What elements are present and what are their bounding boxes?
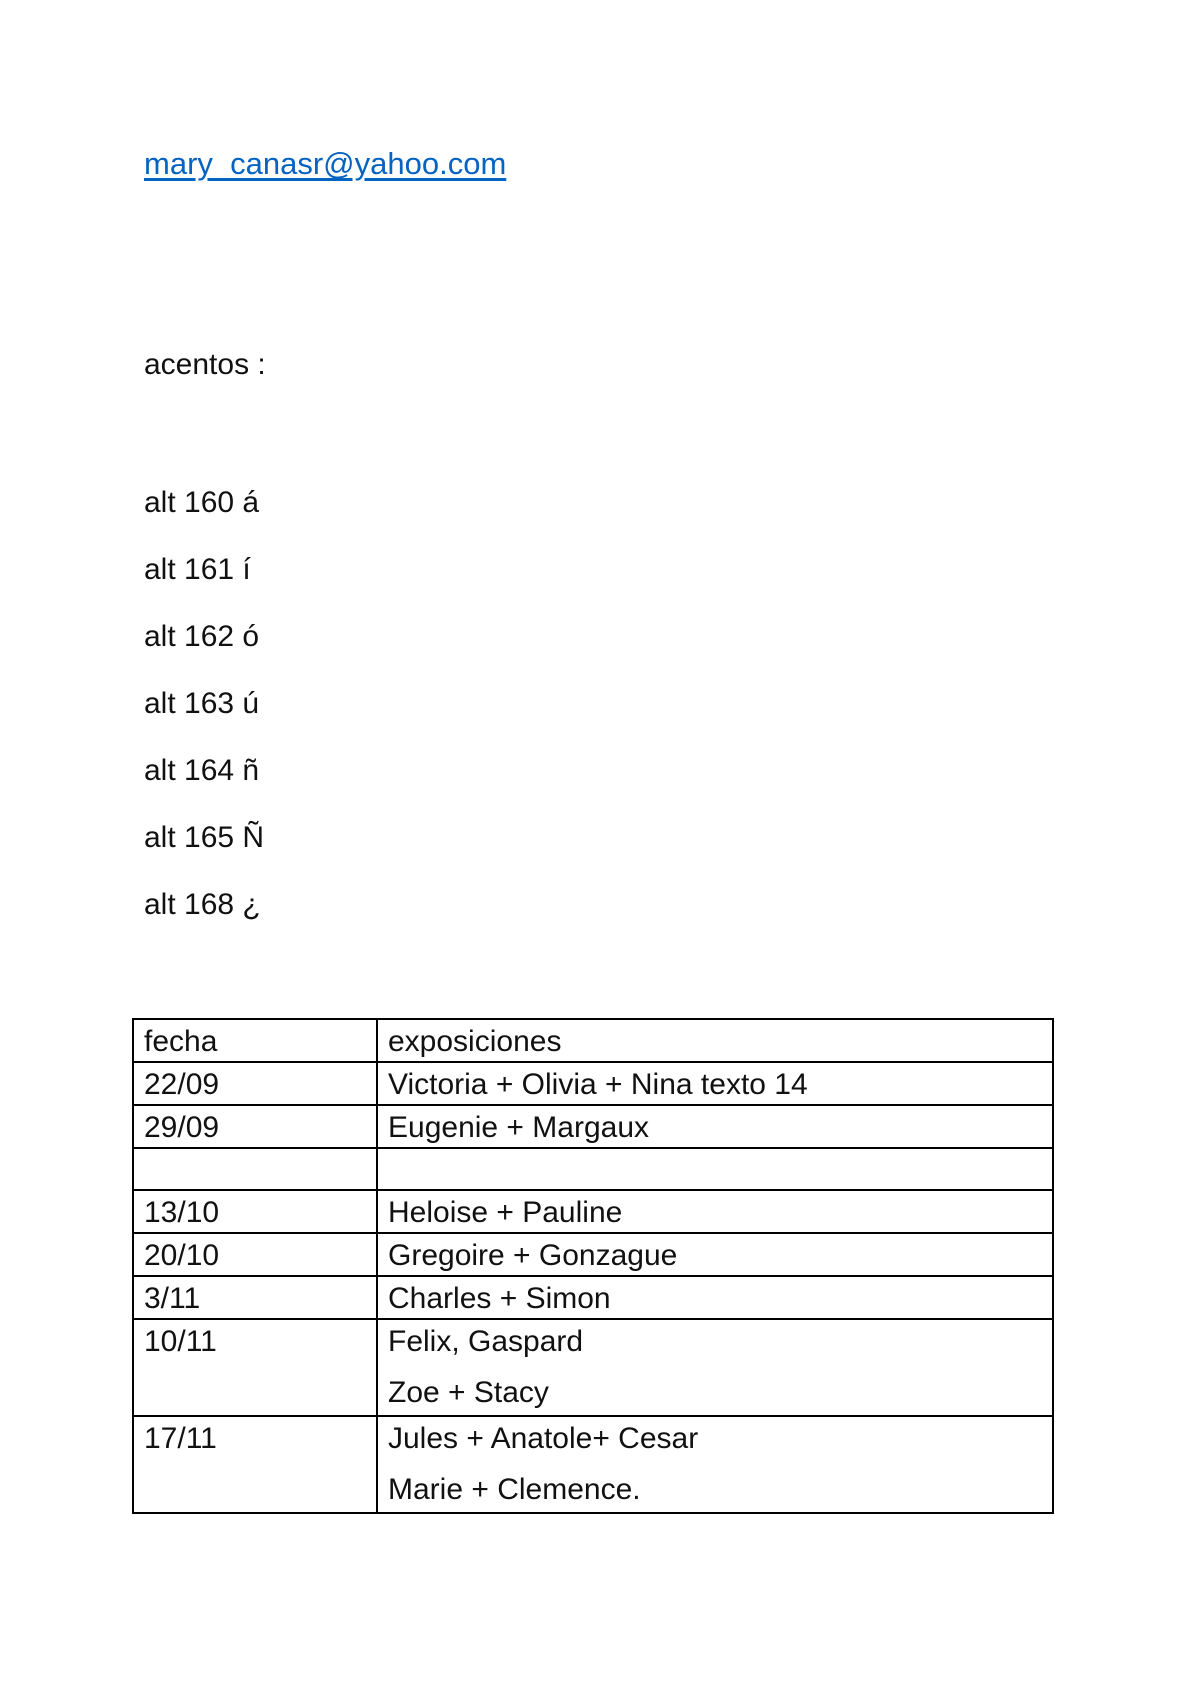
date-cell: 10/11: [133, 1319, 377, 1416]
presentation-cell: [377, 1233, 1053, 1276]
presentation-line: Marie + Clemence.: [388, 1473, 641, 1506]
presentation-line: Charles + Simon: [388, 1282, 611, 1315]
presentation-line: Felix, Gaspard: [388, 1325, 584, 1358]
alt-code-item: alt 168 ¿: [144, 888, 261, 921]
alt-code-item: alt 164 ñ: [144, 754, 260, 787]
date-cell: 22/09: [133, 1062, 377, 1105]
date-cell: 20/10: [133, 1233, 377, 1276]
table-row: [133, 1105, 1053, 1148]
alt-code-item: alt 160 á: [144, 486, 260, 519]
presentation-cell: [377, 1276, 1053, 1319]
table-row: [133, 1276, 1053, 1319]
date-cell: 13/10: [133, 1190, 377, 1233]
table-row: [133, 1233, 1053, 1276]
date-cell: 3/11: [133, 1276, 377, 1319]
alt-code-item: alt 161 í: [144, 553, 251, 586]
table-row: [133, 1190, 1053, 1233]
alt-code-item: alt 163 ú: [144, 687, 260, 720]
table-row: [133, 1062, 1053, 1105]
presentation-line: Victoria + Olivia + Nina texto 14: [388, 1068, 808, 1101]
table-header-row: [133, 1019, 1053, 1062]
date-cell: 29/09: [133, 1105, 377, 1148]
table-row: [133, 1148, 1053, 1190]
presentation-cell: [377, 1416, 1053, 1513]
presentation-cell: [377, 1062, 1053, 1105]
alt-code-list: [144, 483, 264, 952]
presentation-cell: [377, 1148, 1053, 1190]
header-exposiciones: exposiciones: [377, 1019, 1053, 1062]
table-row: [133, 1319, 1053, 1416]
presentation-cell: [377, 1319, 1053, 1416]
presentation-line: Zoe + Stacy: [388, 1376, 549, 1409]
table-row: [133, 1416, 1053, 1513]
date-cell: 17/11: [133, 1416, 377, 1513]
presentation-cell: [377, 1190, 1053, 1233]
schedule-table: [132, 1018, 1054, 1514]
presentation-line: Eugenie + Margaux: [388, 1111, 650, 1144]
presentation-cell: [377, 1105, 1053, 1148]
accents-heading: acentos :: [144, 348, 266, 381]
alt-code-item: alt 165 Ñ: [144, 821, 265, 854]
date-cell: [133, 1148, 377, 1190]
presentation-line: Jules + Anatole+ Cesar: [388, 1422, 699, 1455]
header-fecha: fecha: [133, 1019, 377, 1062]
presentation-line: Gregoire + Gonzague: [388, 1239, 678, 1272]
presentation-line: Heloise + Pauline: [388, 1196, 623, 1229]
alt-code-item: alt 162 ó: [144, 620, 260, 653]
email-link[interactable]: mary_canasr@yahoo.com: [144, 146, 507, 181]
